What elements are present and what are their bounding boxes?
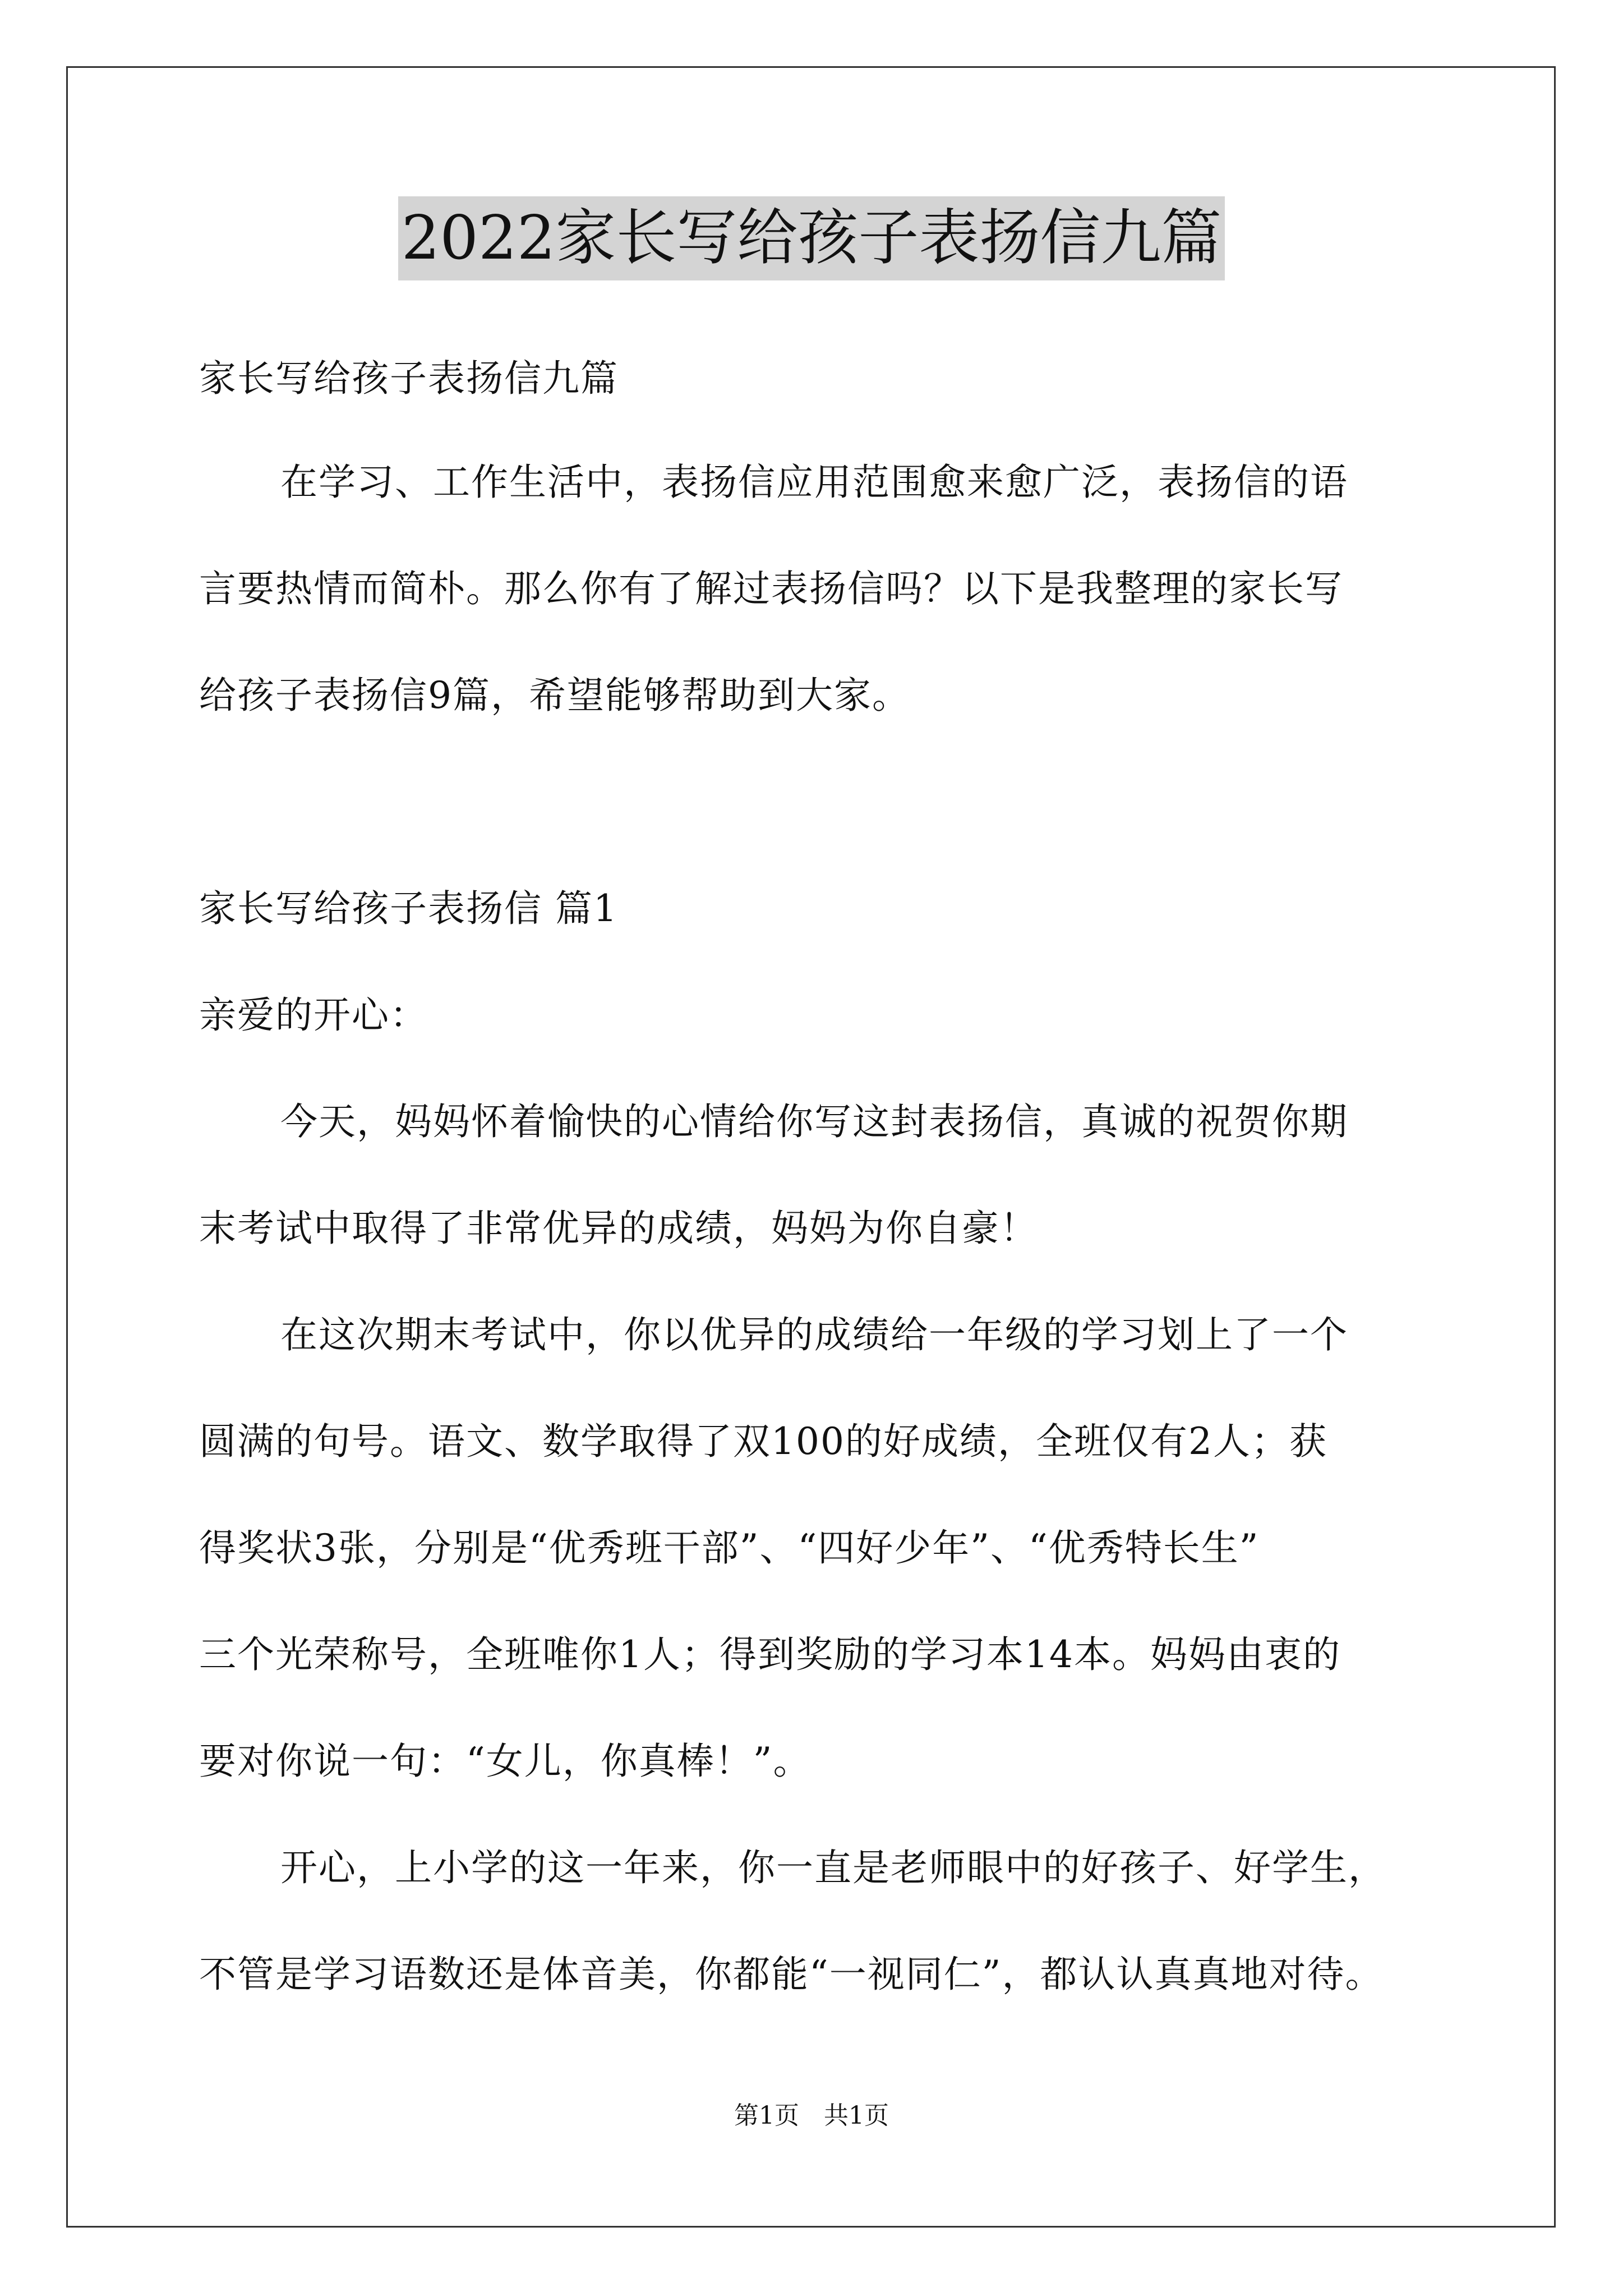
page-footer (0, 2099, 1623, 2133)
paragraph-3-line-1: 开心，上小学的这一年来，你一直是老师眼中的好孩子、好学生， (280, 1846, 1386, 1889)
intro-line-3: 给孩子表扬信9篇，希望能够帮助到大家。 (199, 674, 910, 717)
document-title: 2022家长写给孩子表扬信九篇 (398, 196, 1225, 280)
paragraph-2-line-3: 得奖状3张，分别是“优秀班干部”、“四好少年”、“优秀特长生” (199, 1526, 1260, 1570)
page-total: 共1页 (824, 2101, 889, 2130)
title-wrap (0, 196, 1623, 280)
section-heading: 家长写给孩子表扬信 篇1 (199, 887, 618, 930)
intro-line-1: 在学习、工作生活中，表扬信应用范围愈来愈广泛，表扬信的语 (280, 461, 1348, 504)
paragraph-1-line-1: 今天，妈妈怀着愉快的心情给你写这封表扬信，真诚的祝贺你期 (280, 1100, 1348, 1143)
page-number: 第1页 (734, 2101, 799, 2130)
paragraph-2-line-5: 要对你说一句：“女儿，你真棒！”。 (199, 1740, 811, 1783)
paragraph-2-line-1: 在这次期末考试中，你以优异的成绩给一年级的学习划上了一个 (280, 1313, 1348, 1356)
subtitle-line: 家长写给孩子表扬信九篇 (199, 357, 619, 400)
paragraph-2-line-2: 圆满的句号。语文、数学取得了双100的好成绩，全班仅有2人；获 (199, 1420, 1327, 1463)
paragraph-1-line-2: 末考试中取得了非常优异的成绩，妈妈为你自豪！ (199, 1207, 1038, 1250)
paragraph-3-line-2: 不管是学习语数还是体音美，你都能“一视同仁”，都认认真真地对待。 (199, 1953, 1384, 1996)
salutation: 亲爱的开心： (199, 993, 428, 1037)
intro-line-2: 言要热情而简朴。那么你有了解过表扬信吗？以下是我整理的家长写 (199, 567, 1343, 610)
paragraph-2-line-4: 三个光荣称号，全班唯你1人；得到奖励的学习本14本。妈妈由衷的 (199, 1633, 1341, 1676)
